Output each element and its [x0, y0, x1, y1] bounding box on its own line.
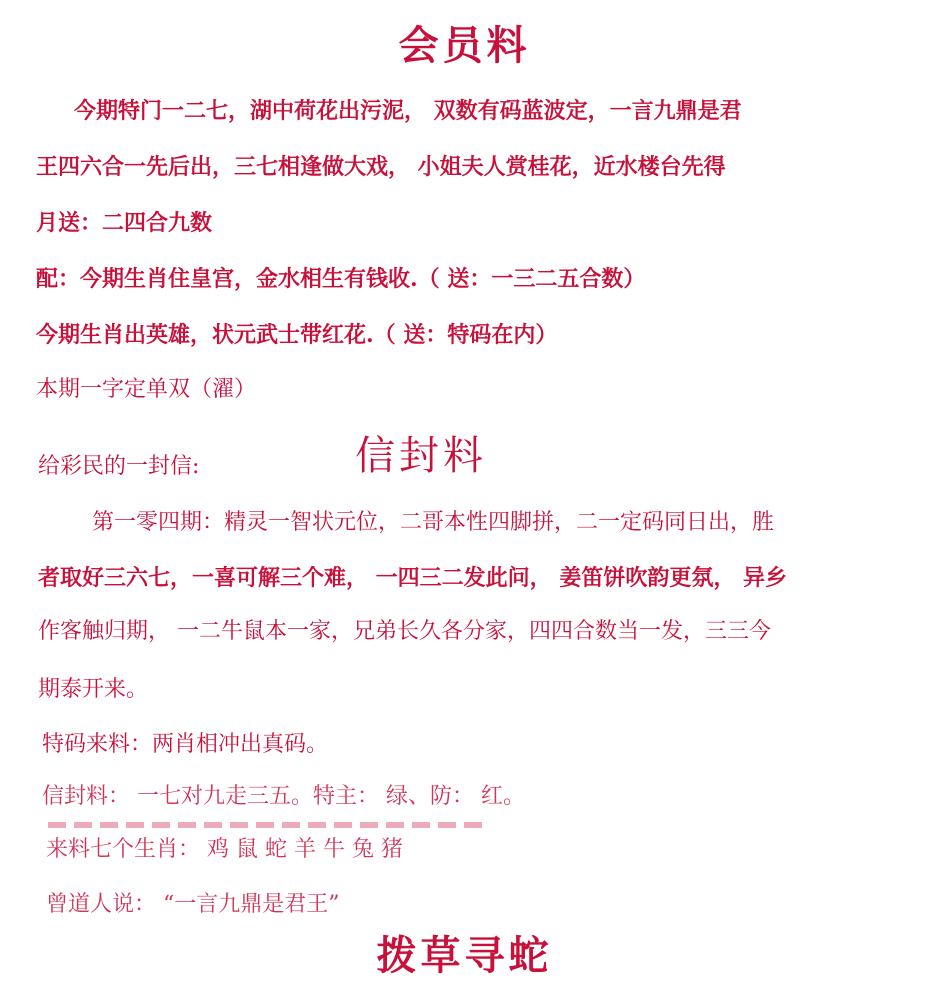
member-line-3: 月送：二四合九数 [36, 210, 213, 236]
footer-title: 拨草寻蛇 [376, 932, 553, 979]
letter-line-4: 期泰开来。 [38, 677, 149, 702]
member-line-6: 本期一字定单双（濯） [36, 377, 257, 402]
scan-artifact-bar [48, 822, 488, 828]
member-section-title: 会员料 [398, 22, 531, 69]
letter-section-title: 信封料 [355, 433, 487, 479]
letter-intro: 给彩民的一封信: [38, 454, 200, 479]
letter-line-6: 信封料： 一七对九走三五。特主： 绿、防： 红。 [42, 784, 525, 809]
member-line-2: 王四六合一先后出，三七相逢做大戏， 小姐夫人赏桂花，近水楼台先得 [36, 154, 726, 180]
letter-line-5: 特码来料：两肖相冲出真码。 [42, 732, 329, 757]
letter-line-3: 作客触归期， 一二牛鼠本一家，兄弟长久各分家，四四合数当一发，三三今 [38, 619, 771, 644]
letter-line-7: 来料七个生肖： 鸡 鼠 蛇 羊 牛 兔 猪 [46, 837, 403, 862]
letter-line-8: 曾道人说： “一言九鼎是君王” [46, 892, 340, 917]
member-line-4: 配：今期生肖住皇宫，金水相生有钱收.（ 送：一三二五合数） [36, 266, 646, 292]
letter-line-2: 者取好三六七，一喜可解三个难， 一四三二发此问， 姜笛饼吹韵更氛， 异乡 [38, 565, 787, 591]
member-line-5: 今期生肖出英雄，状元武士带红花.（ 送：特码在内） [36, 322, 558, 348]
member-line-1: 今期特门一二七，湖中荷花出污泥， 双数有码蓝波定，一言九鼎是君 [74, 98, 742, 124]
letter-line-1: 第一零四期：精灵一智状元位，二哥本性四脚拼，二一定码同日出，胜 [92, 510, 775, 535]
